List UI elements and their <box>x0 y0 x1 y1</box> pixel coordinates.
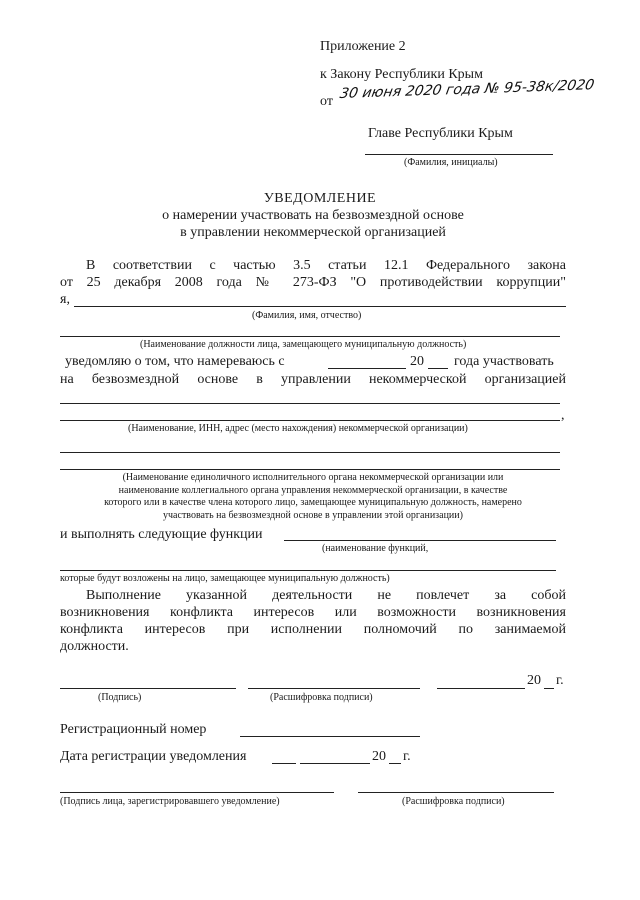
functions-line-2 <box>60 570 556 571</box>
signature-line <box>60 688 236 689</box>
signature-year-line <box>544 688 554 689</box>
addressee: Главе Республики Крым <box>368 126 513 141</box>
registration-number-line <box>240 736 420 737</box>
registration-year-suffix: г. <box>403 749 411 764</box>
addressee-line <box>365 154 553 155</box>
body-line-1 <box>60 452 560 453</box>
registration-year-line <box>389 763 401 764</box>
functions-caption-2: которые будут возложены на лицо, замещающее муниципальную должность) <box>60 573 390 584</box>
paragraph-1-line-1: В соответствии с частью 3.5 статьи 12.1 Федерального закона <box>86 258 566 273</box>
registration-date-label: Дата регистрации уведомления <box>60 749 247 764</box>
notify-year-prefix: 20 <box>410 354 424 369</box>
signature-year-suffix: г. <box>556 673 564 688</box>
management-line: на безвозмездной основе в управлении некоммерческой организацией <box>60 372 566 387</box>
registration-number-label: Регистрационный номер <box>60 722 207 737</box>
handwritten-date: 30 июня 2020 года № 95-38к/2020 <box>338 77 596 102</box>
governing-body-caption-2: наименование коллегиального органа управления некоммерческой организации, в качестве <box>118 484 508 496</box>
signature-date-line <box>437 688 525 689</box>
registrar-signature-caption: (Подпись лица, зарегистрировавшего уведомление) <box>60 796 280 807</box>
paragraph-1-prefix: я, <box>60 292 70 307</box>
governing-body-caption-1: (Наименование единоличного исполнительного органа некоммерческой организации или <box>122 472 504 483</box>
law-reference: к Закону Республики Крым <box>320 67 483 82</box>
registration-month-line <box>300 763 370 764</box>
governing-body-caption-3: которого или в качестве члена которого лицо, замещающее муниципальную должность, намерено <box>104 497 522 508</box>
functions-prefix: и выполнять следующие функции <box>60 527 263 542</box>
position-caption: (Наименование должности лица, замещающего муниципальную должность) <box>140 339 467 350</box>
functions-line <box>284 540 556 541</box>
paragraph-2-line-3: конфликта интересов при исполнении полномочий по занимаемой <box>60 622 566 637</box>
fio-line <box>74 306 566 307</box>
fio-caption: (Фамилия, имя, отчество) <box>252 310 362 321</box>
org-line-1 <box>60 403 560 404</box>
body-line-2 <box>60 469 560 470</box>
position-line <box>60 336 560 337</box>
document-title: УВЕДОМЛЕНИЕ <box>263 191 377 206</box>
signature-decode-caption: (Расшифровка подписи) <box>270 692 373 703</box>
functions-caption: (наименование функций, <box>322 543 429 554</box>
governing-body-caption <box>60 472 566 522</box>
registrar-signature-line <box>60 792 334 793</box>
org-comma: , <box>561 408 565 423</box>
title-line-2: в управлении некоммерческой организацией <box>180 225 446 240</box>
from-prefix: от <box>320 94 333 109</box>
notify-date-line <box>328 368 406 369</box>
signature-caption: (Подпись) <box>98 692 142 703</box>
registration-year-prefix: 20 <box>372 749 386 764</box>
notify-year-line <box>428 368 448 369</box>
org-caption: (Наименование, ИНН, адрес (место нахождения) некоммерческой организации) <box>128 423 468 434</box>
notify-prefix: уведомляю о том, что намереваюсь с <box>65 354 285 369</box>
paragraph-1-line-2: от 25 декабря 2008 года № 273-ФЗ "О противодействии коррупции" <box>60 275 566 290</box>
registrar-decode-caption: (Расшифровка подписи) <box>402 796 505 807</box>
org-line-2 <box>60 420 560 421</box>
registration-day-line <box>272 763 296 764</box>
signature-year-prefix: 20 <box>527 673 541 688</box>
paragraph-2-line-1: Выполнение указанной деятельности не повлечет за собой <box>86 588 566 603</box>
signature-decode-line <box>248 688 420 689</box>
notify-suffix: года участвовать <box>454 354 554 369</box>
title-line-1: о намерении участвовать на безвозмездной основе <box>162 208 464 223</box>
addressee-caption: (Фамилия, инициалы) <box>404 157 498 168</box>
paragraph-2-line-2: возникновения конфликта интересов или возможности возникновения <box>60 605 566 620</box>
paragraph-2-line-4: должности. <box>60 639 129 654</box>
governing-body-caption-4: участвовать на безвозмездной основе в управлении этой организации) <box>163 509 463 521</box>
appendix-label: Приложение 2 <box>320 39 406 54</box>
registrar-decode-line <box>358 792 554 793</box>
